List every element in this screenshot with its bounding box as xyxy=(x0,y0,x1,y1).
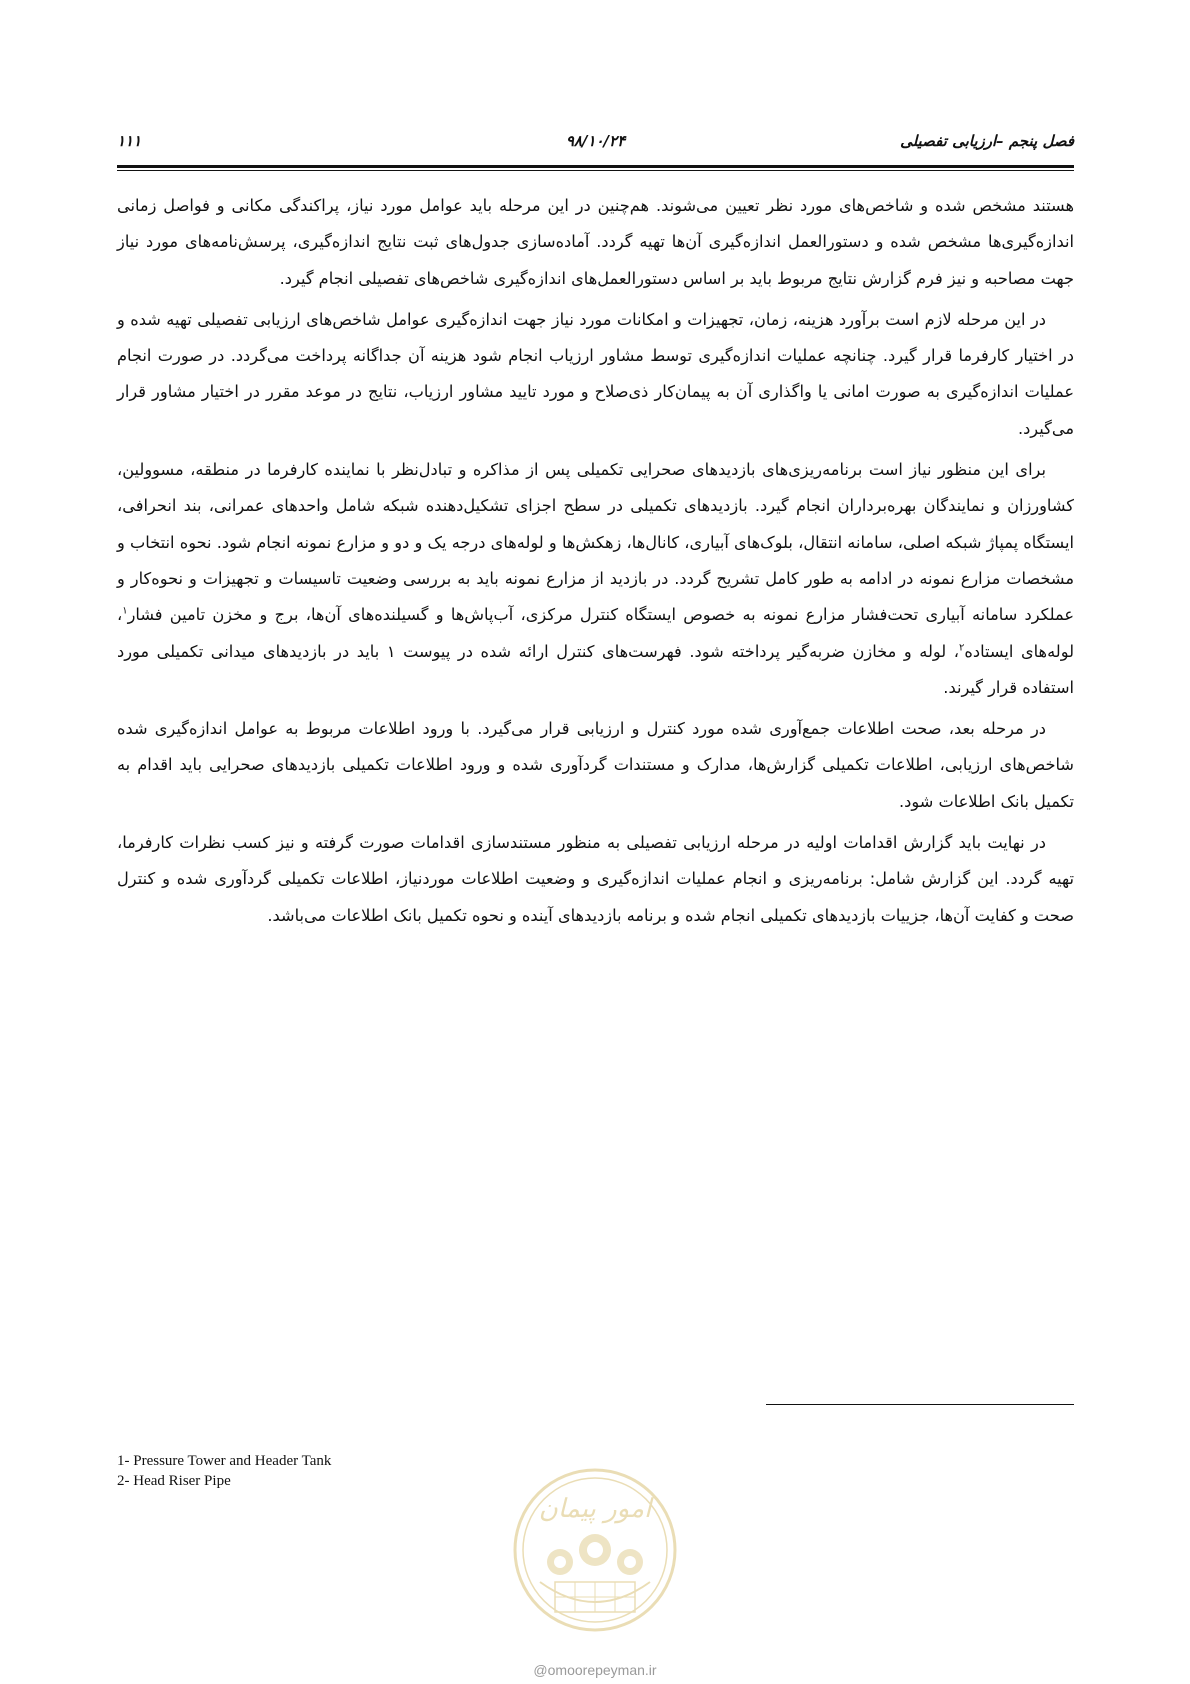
page-number: ۱۱۱ xyxy=(117,132,142,150)
watermark-seal-icon xyxy=(500,1462,690,1637)
footnote-ref-2[interactable]: ۲ xyxy=(959,642,965,654)
footnote-ref-1[interactable]: ۱ xyxy=(122,605,128,617)
watermark-site: @omoorepeyman.ir xyxy=(533,1662,657,1678)
body-text xyxy=(117,188,1074,939)
paragraph-5: در نهایت باید گزارش اقدامات اولیه در مرحله ارزیابی تفصیلی به منظور مستندسازی اقدامات صورت گرفته و نیز کسب نظرات کارفرما، تهیه گردد. این گزارش شامل: برنامه‌ریزی و انجام عملیات اندازه‌گیری و وضعیت اطلاعات موردنیاز، اطلاعات تکمیلی گردآوری شده و کنترل صحت و کفایت آن‌ها، جزییات بازدیدهای تکمیلی انجام شده و برنامه بازدیدهای آینده و نحوه تکمیل بانک اطلاعات می‌باشد. xyxy=(117,833,1074,925)
chapter-title: فصل پنجم –ارزیابی تفصیلی xyxy=(900,132,1074,150)
page-header xyxy=(117,128,1074,158)
header-rule-thin xyxy=(117,170,1074,171)
footnote-separator xyxy=(766,1404,1074,1405)
header-date: ۹۸/۱۰/۲۴ xyxy=(565,132,626,150)
paragraph-1: هستند مشخص شده و شاخص‌های مورد نظر تعیین می‌شوند. هم‌چنین در این مرحله باید عوامل مورد نیاز، پراکندگی مکانی و فواصل زمانی اندازه‌گیری‌ها مشخص شده و دستورالعمل اندازه‌گیری آن‌ها تهیه گردد. آماده‌سازی جدول‌های ثبت نتایج اندازه‌گیری، پرسش‌نامه‌های مورد نیاز جهت مصاحبه و نیز فرم گزارش نتایج مربوط باید بر اساس دستورالعمل‌های اندازه‌گیری شاخص‌های تفصیلی انجام گیرد. xyxy=(117,196,1074,288)
paragraph-4: در مرحله بعد، صحت اطلاعات جمع‌آوری شده مورد کنترل و ارزیابی قرار می‌گیرد. با ورود اطلاعات مربوط به عوامل اندازه‌گیری شده شاخص‌های ارزیابی، اطلاعات تکمیلی گزارش‌ها، مدارک و مستندات گردآوری شده و ورود اطلاعات تکمیلی بازدیدهای صحرایی باید اقدام به تکمیل بانک اطلاعات شود. xyxy=(117,719,1074,811)
paragraph-3-sep2: ، لوله و مخازن ضربه‌گیر پرداخته شود. فهرست‌های کنترل ارائه شده در پیوست ۱ باید در بازدیدهای میدانی تکمیلی مورد استفاده قرار گیرند. xyxy=(117,641,1074,697)
paragraph-3-text: برای این منظور نیاز است برنامه‌ریزی‌های بازدیدهای صحرایی تکمیلی پس از مذاکره و تبادل‌نظر با نماینده کارفرما در منطقه، مسوولین، کشاورزان و نمایندگان بهره‌برداران انجام گیرد. بازدیدهای تکمیلی در سطح اجزای تشکیل‌دهنده شبکه شامل واحدهای عمرانی، بند انحرافی، ایستگاه پمپاژ شبکه اصلی، سامانه انتقال، بلوک‌های آبیاری، کانال‌ها، زهکش‌ها و لوله‌های درجه یک و دو و مزارع نمونه انجام شود. نحوه انتخاب و مشخصات مزارع نمونه در ادامه به طور کامل تشریح گردد. در بازدید از مزارع نمونه باید به بررسی وضعیت تاسیسات و تجهیزات و نحوه‌کار و عملکرد سامانه آبیاری تحت‌فشار مزارع نمونه به خصوص ایستگاه کنترل مرکزی، آب‌پاش‌ها و گسیلنده‌های آن‌ها، برج و مخزن تامین فشار xyxy=(117,460,1074,625)
footnote-1: 1- Pressure Tower and Header Tank xyxy=(117,1453,332,1469)
header-rule-thick xyxy=(117,165,1074,168)
seal-text: امور پیمان xyxy=(538,1494,652,1524)
paragraph-3 xyxy=(117,452,1074,706)
footnote-2: 2- Head Riser Pipe xyxy=(117,1473,231,1489)
paragraph-3-sep1: ، لوله‌های ایستاده xyxy=(117,605,1074,661)
paragraph-2: در این مرحله لازم است برآورد هزینه، زمان، تجهیزات و امکانات مورد نیاز جهت اندازه‌گیری عوامل شاخص‌های ارزیابی تفصیلی تهیه شده و در اختیار کارفرما قرار گیرد. چنانچه عملیات اندازه‌گیری توسط مشاور ارزیاب انجام شود هزینه آن جداگانه پرداخت می‌گردد. در صورت انجام عملیات اندازه‌گیری به صورت امانی یا واگذاری آن به پیمان‌کار ذی‌صلاح و مورد تایید مشاور ارزیاب، نتایج در موعد مقرر در اختیار مشاور قرار می‌گیرد. xyxy=(117,309,1074,438)
